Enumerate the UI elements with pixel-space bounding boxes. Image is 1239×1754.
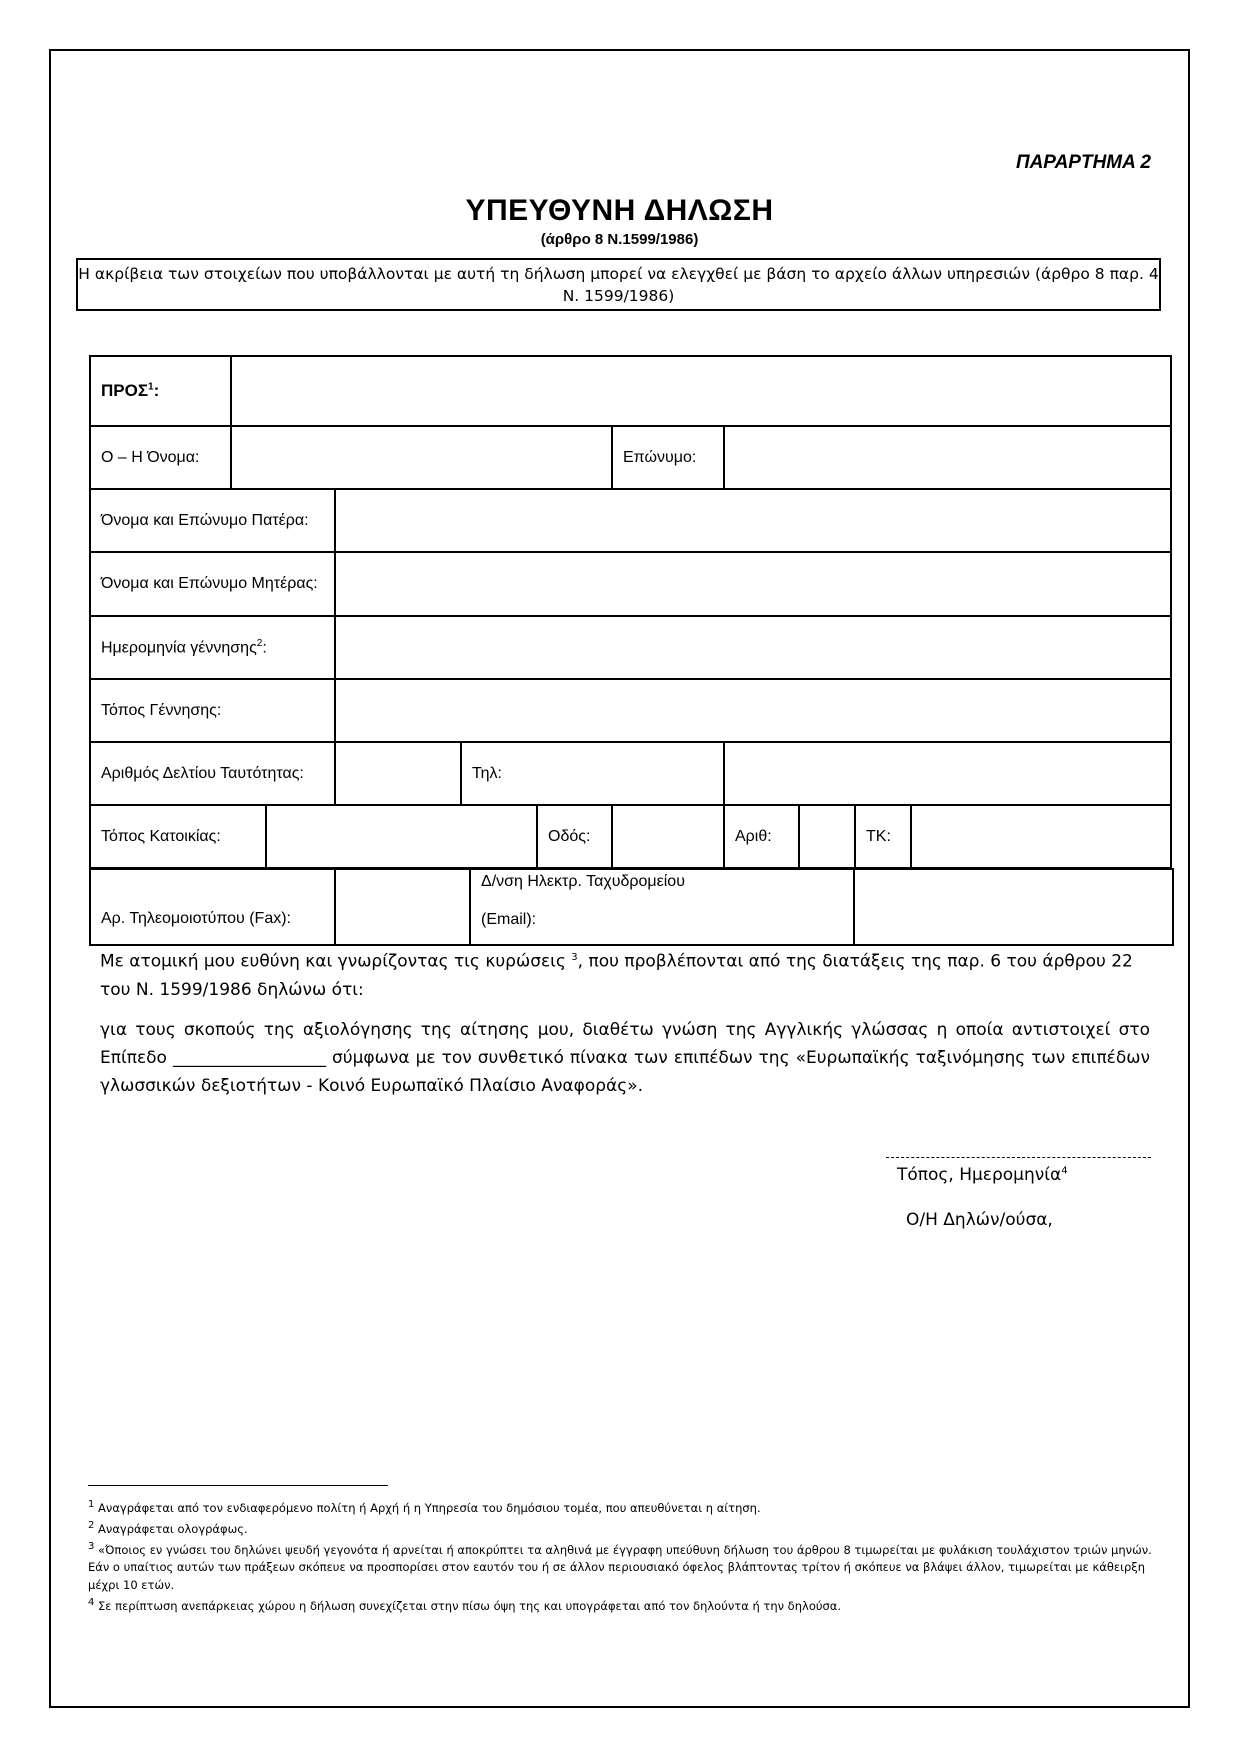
first-name-label: Ο – Η Όνομα: [90, 426, 231, 489]
father-name-label: Όνομα και Επώνυμο Πατέρα: [90, 489, 335, 552]
id-number-label: Αριθμός Δελτίου Ταυτότητας: [90, 742, 335, 805]
annex-label: ΠΑΡΑΡΤΗΜΑ 2 [1015, 152, 1151, 173]
residence-field[interactable] [266, 805, 537, 868]
email-label-line2: (Email): [481, 911, 537, 928]
footnote-1: 1 Αναγράφεται από τον ενδιαφερόμενο πολίτη ή Αρχή ή η Υπηρεσία του δημόσιου τομέα, που απευθύνεται η αίτηση. [88, 1499, 761, 1515]
phone-field[interactable] [724, 742, 1171, 805]
footnote-3: 3 «Όποιος εν γνώσει του δηλώνει ψευδή γεγονότα ή αρνείται ή αποκρύπτει τα αληθινά με έγγραφη υπεύθυνη δήλωση του άρθρου 8 τιμωρείται με φυλάκιση τουλάχιστον τριών μηνών. Εάν ο υπαίτιος αυτών των πράξεων σκόπευε να προσπορίσει στον εαυτόν του ή σε άλλον περιουσιακό όφελος βλάπτοντας τρίτον ή σκόπευε να βλάψει άλλον, τιμωρείται με κάθειρξη μέχρι 10 ετών. [88, 1540, 1152, 1593]
page-subtitle: (άρθρο 8 Ν.1599/1986) [540, 231, 699, 248]
birth-date-field[interactable] [335, 616, 1171, 679]
mother-name-field[interactable] [335, 552, 1171, 616]
email-label [470, 869, 854, 945]
id-number-field[interactable] [335, 742, 461, 805]
email-label-line1: Δ/νση Ηλεκτρ. Ταχυδρομείου [481, 873, 685, 890]
mother-name-label: Όνομα και Επώνυμο Μητέρας: [90, 552, 335, 616]
residence-label: Τόπος Κατοικίας: [90, 805, 266, 868]
street-label: Οδός: [537, 805, 612, 868]
fax-email-row [89, 868, 1174, 946]
father-name-field[interactable] [335, 489, 1171, 552]
footnote-2: 2 Αναγράφεται ολογράφως. [88, 1519, 248, 1536]
fax-label: Αρ. Τηλεομοιοτύπου (Fax): [90, 869, 335, 945]
footnote-4: 4 Σε περίπτωση ανεπάρκειας χώρου η δήλωση συνεχίζεται στην πίσω όψη της και υπογράφεται από τον δηλούντα ή την δηλούσα. [88, 1597, 842, 1614]
page-title: ΥΠΕΥΘΥΝΗ ΔΗΛΩΣΗ [465, 194, 774, 227]
number-field[interactable] [799, 805, 855, 868]
postcode-label: ΤΚ: [855, 805, 911, 868]
accuracy-notice: Η ακρίβεια των στοιχείων που υποβάλλονται με αυτή τη δήλωση μπορεί να ελεγχθεί με βάση το αρχείο άλλων υπηρεσιών (άρθρο 8 παρ. 4 Ν. 1599/1986) [76, 258, 1161, 311]
first-name-field[interactable] [231, 426, 612, 489]
to-label: ΠΡΟΣ$^1$: [90, 356, 231, 426]
birth-place-label: Τόπος Γέννησης: [90, 679, 335, 742]
postcode-field[interactable] [911, 805, 1171, 868]
fax-field[interactable] [335, 869, 470, 945]
number-label: Αριθ: [724, 805, 799, 868]
declarant-label: Ο/Η Δηλών/ούσα, [906, 1210, 1053, 1230]
signature-dotted-line [886, 1157, 1151, 1158]
to-field[interactable] [231, 356, 1171, 426]
phone-label: Τηλ: [461, 742, 724, 805]
place-date-label: Τόπος, Ημερομηνία$^4$ [897, 1165, 1068, 1185]
declaration-intro: Με ατομική μου ευθύνη και γνωρίζοντας τις κυρώσεις $^3$, που προβλέπονται από της διατάξεις της παρ. 6 του άρθρου 22 του Ν. 1599/1986 δηλώνω ότι: [100, 951, 1133, 1000]
declaration-body: για τους σκοπούς της αξιολόγησης της αίτησης μου, διαθέτω γνώση της Αγγλικής γλώσσας η οποία αντιστοιχεί στο Επίπεδο __________________ σύμφωνα με τον συνθετικό πίνακα των επιπέδων της «Ευρωπαϊκής ταξινόμησης των επιπέδων γλωσσικών δεξιοτήτων - Κοινό Ευρωπαϊκό Πλαίσιο Αναφοράς». [100, 1020, 1150, 1096]
email-field[interactable] [854, 869, 1173, 945]
birth-place-field[interactable] [335, 679, 1171, 742]
footnotes [88, 1496, 1158, 1615]
birth-date-label: Ημερομηνία γέννησης$^2$: [90, 616, 335, 679]
last-name-field[interactable] [724, 426, 1171, 489]
declaration-form [89, 355, 1172, 869]
street-field[interactable] [612, 805, 724, 868]
last-name-label: Επώνυμο: [612, 426, 724, 489]
footnote-rule [88, 1485, 388, 1486]
